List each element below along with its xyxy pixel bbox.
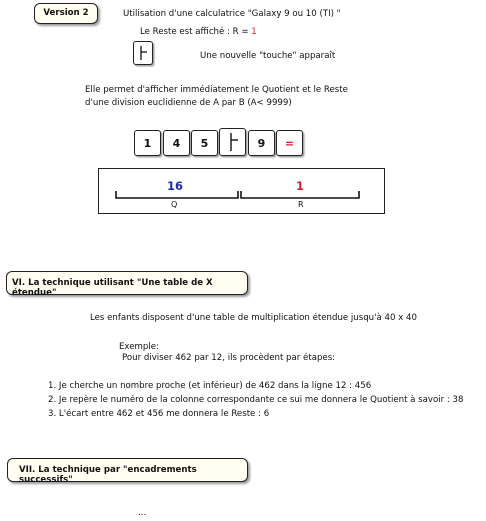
section-7-title: VII. La technique par "encadrements successifs" — [19, 465, 197, 485]
section-6-intro: Les enfants disposent d'une table de multiplication étendue jusqu'à 40 x 40 — [90, 313, 417, 323]
list-item: 1. Je cherche un nombre proche (et inférieur) de 462 dans la ligne 12 : 456 — [48, 381, 372, 391]
new-key-text: Une nouvelle "touche" apparaît — [200, 51, 336, 61]
list-item: 3. L'écart entre 462 et 456 me donnera le Reste : 6 — [48, 409, 270, 419]
reste-line — [140, 27, 257, 37]
remainder-key-icon — [133, 41, 153, 65]
remainder-symbol-icon — [137, 45, 149, 61]
section-6-title: VI. La technique utilisant "Une table de X étendue" — [12, 278, 213, 298]
calculator-title: Utilisation d'une calculatrice "Galaxy 9 ou 10 (TI) " — [123, 9, 341, 19]
version-badge — [34, 3, 98, 24]
key-4[interactable]: 4 — [163, 130, 190, 156]
brackets — [99, 169, 384, 213]
list-item: 2. Je repère le numéro de la colonne correspondante ce sui me donnera le Quotient à savoir : 38 — [48, 395, 464, 405]
description-line-2: d'une division euclidienne de A par B (A< 9999) — [85, 98, 292, 108]
remainder-key[interactable] — [219, 128, 246, 156]
quotient-bracket — [116, 191, 238, 198]
key-1[interactable]: 1 — [134, 130, 161, 156]
reste-value: 1 — [251, 27, 257, 37]
ellipsis: ... — [138, 508, 147, 518]
version-label: Version 2 — [43, 8, 89, 18]
key-5[interactable]: 5 — [191, 130, 218, 156]
remainder-key-symbol-icon — [226, 132, 240, 152]
key-equals[interactable]: = — [276, 130, 303, 156]
remainder-label: R — [298, 200, 304, 209]
description-line-1: Elle permet d'afficher immédiatement le Quotient et le Reste — [85, 85, 348, 95]
reste-prefix: Le Reste est affiché : R = — [140, 27, 252, 37]
quotient-label: Q — [171, 200, 178, 209]
result-display — [98, 168, 385, 214]
example-label: Exemple: — [119, 342, 159, 352]
remainder-bracket — [241, 191, 359, 198]
section-6-title-box — [6, 271, 248, 298]
example-text: Pour diviser 462 par 12, ils procèdent par étapes: — [122, 353, 336, 363]
quotient-value: 16 — [167, 179, 184, 193]
key-9[interactable]: 9 — [248, 130, 275, 156]
section-7-title-box — [7, 458, 248, 485]
remainder-value: 1 — [296, 179, 305, 193]
